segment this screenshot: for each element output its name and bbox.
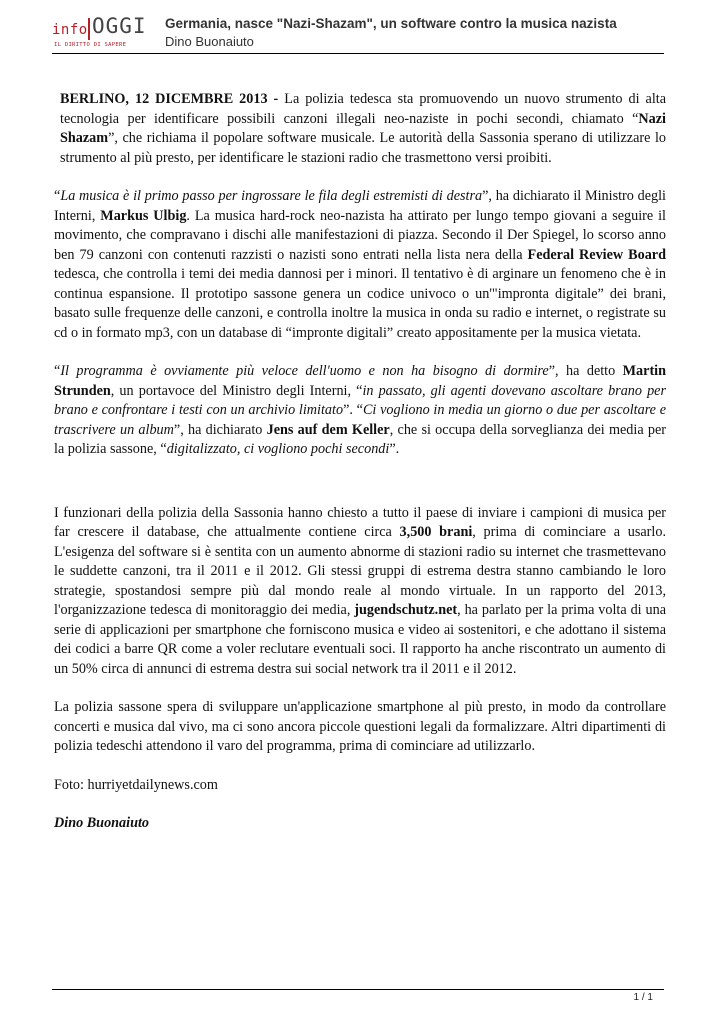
text-run: ”, che richiama il popolare software musicale. Le autorità della Sassonia sperano di utilizzare lo strumento al più presto, per identificare le stazioni radio che trasmettono versi proibiti. <box>60 130 666 166</box>
signature <box>54 814 666 834</box>
text-run: , ha parlato per la prima volta di una serie di applicazioni per smartphone che forniscono musica e video ai sostenitori, e che adottano il sistema dei codici a barre QR come a voler reclutare eventuali soci. Il rapporto ha anche riscontrato un aumento di un 50% circa di annunci di estrema destra sui social network tra il 2011 e il 2012. <box>54 602 666 677</box>
header-divider <box>52 53 664 54</box>
website-name: jugendschutz.net <box>354 602 458 618</box>
signature-text: Dino Buonaiuto <box>54 815 150 831</box>
text-run: “ <box>54 363 61 379</box>
quote: Il programma è ovviamente più veloce dell'uomo e non ha bisogno di dormire <box>60 363 549 379</box>
text-run: . La musica hard-rock neo-nazista ha attirato per lungo tempo giovani a seguire il movimento, che compravano i dischi alle manifestazioni di piazza. Secondo il Der Spiegel, lo scorso anno ben 79 canzoni con contenuti razzisti o nazisti sono entrati nella lista nera della <box>54 207 667 263</box>
text-run: ”, ha dichiarato <box>173 421 267 438</box>
dateline: BERLINO, 12 DICEMBRE 2013 - <box>60 91 279 107</box>
article-body <box>54 90 666 853</box>
quote: La musica è il primo passo per ingrossare le fila degli estremisti di destra <box>60 188 483 204</box>
bold-term: 3,500 brani <box>399 524 473 540</box>
bold-term: Nazi Shazam <box>60 110 666 146</box>
article-paragraph-1 <box>60 90 666 168</box>
text-run: I funzionari della polizia della Sassonia hanno chiesto a tutto il paese di inviare i campioni di musica per far crescere il database, che attualmente contiene circa <box>54 504 666 540</box>
page-header <box>52 14 662 58</box>
infooggi-logo[interactable] <box>52 16 160 52</box>
logo-oggi-text: OGGI <box>92 14 147 38</box>
text-run: “ <box>54 188 61 204</box>
organization-name: Federal Review Board <box>527 246 666 263</box>
text-run: ”, ha detto <box>548 363 623 379</box>
article-paragraph-2 <box>54 187 666 343</box>
photo-credit: Foto: hurriyetdailynews.com <box>54 776 218 793</box>
page-number: 1 / 1 <box>633 992 653 1003</box>
text-run: ”. “ <box>343 402 363 418</box>
text-run: , un portavoce del Ministro degli Interni, “ <box>110 382 363 399</box>
article-paragraph-5: La polizia sassone spera di sviluppare un'applicazione smartphone al più presto, in modo da controllare concerti e musica dal vivo, ma ci sono ancora piccole questioni legali da formalizzare. Altri dipartimenti di polizia tedeschi attendono il varo del programma, prima di cominciare ad utilizzarlo. <box>54 699 666 754</box>
article-paragraph-4 <box>54 504 666 680</box>
person-name: Jens auf dem Keller <box>266 421 390 438</box>
text-run: , che si occupa della sorveglianza dei media per la polizia sassone, “ <box>54 421 666 457</box>
text-run: La polizia tedesca sta promuovendo un nuovo strumento di alta tecnologia per identificare possibili canzoni illegali neo-naziste in pochi secondi, chiamato “ <box>60 91 666 127</box>
text-run: , prima di cominciare a usarlo. L'esigenza del software si è sentita con un aumento abnorme di stazioni radio su internet che trasmettevano le suddette canzoni, tra il 2011 e il 2012. Gli stessi gruppi di estrema destra stanno cambiando le loro strategie, spostandosi sempre più dal mondo reale al mondo virtuale. In un rapporto del 2013, l'organizzazione tedesca di monitoraggio dei media, <box>54 524 666 618</box>
article-paragraph-3 <box>54 362 666 460</box>
logo-tagline: IL DIRITTO DI SAPERE <box>54 42 127 48</box>
logo-info-text: info <box>52 22 88 38</box>
quote: Ci vogliono in media un giorno o due per ascoltare e trascrivere un album <box>54 402 666 438</box>
text-run: ”, ha dichiarato il Ministro degli Interni, <box>54 188 666 224</box>
header-author: Dino Buonaiuto <box>165 34 254 49</box>
header-title: Germania, nasce "Nazi-Shazam", un software contro la musica nazista <box>165 16 617 31</box>
quote: digitalizzato, ci vogliono pochi secondi <box>166 441 390 457</box>
text-run: tedesca, che controlla i temi dei media dannosi per i minori. Il tentativo è di arginare un fenomeno che è in continua espansione. Il prototipo sassone genera un codice univoco o un'"impronta digitale” dei brani, basato sulle frequenze delle canzoni, e controlla inoltre la musica in onda su radio e internet, o registrate su cd o in formato mp3, con un database di “impronte digitali” creato appositamente per la musica vietata. <box>54 266 666 341</box>
person-name: Martin Strunden <box>54 363 666 399</box>
text-run: ”. <box>389 441 400 457</box>
quote: in passato, gli agenti dovevano ascoltare brano per brano e confrontare i testi con un archivio limitato <box>54 382 667 418</box>
person-name: Markus Ulbig <box>100 207 187 224</box>
logo-divider <box>88 18 90 40</box>
footer-divider <box>52 989 664 990</box>
